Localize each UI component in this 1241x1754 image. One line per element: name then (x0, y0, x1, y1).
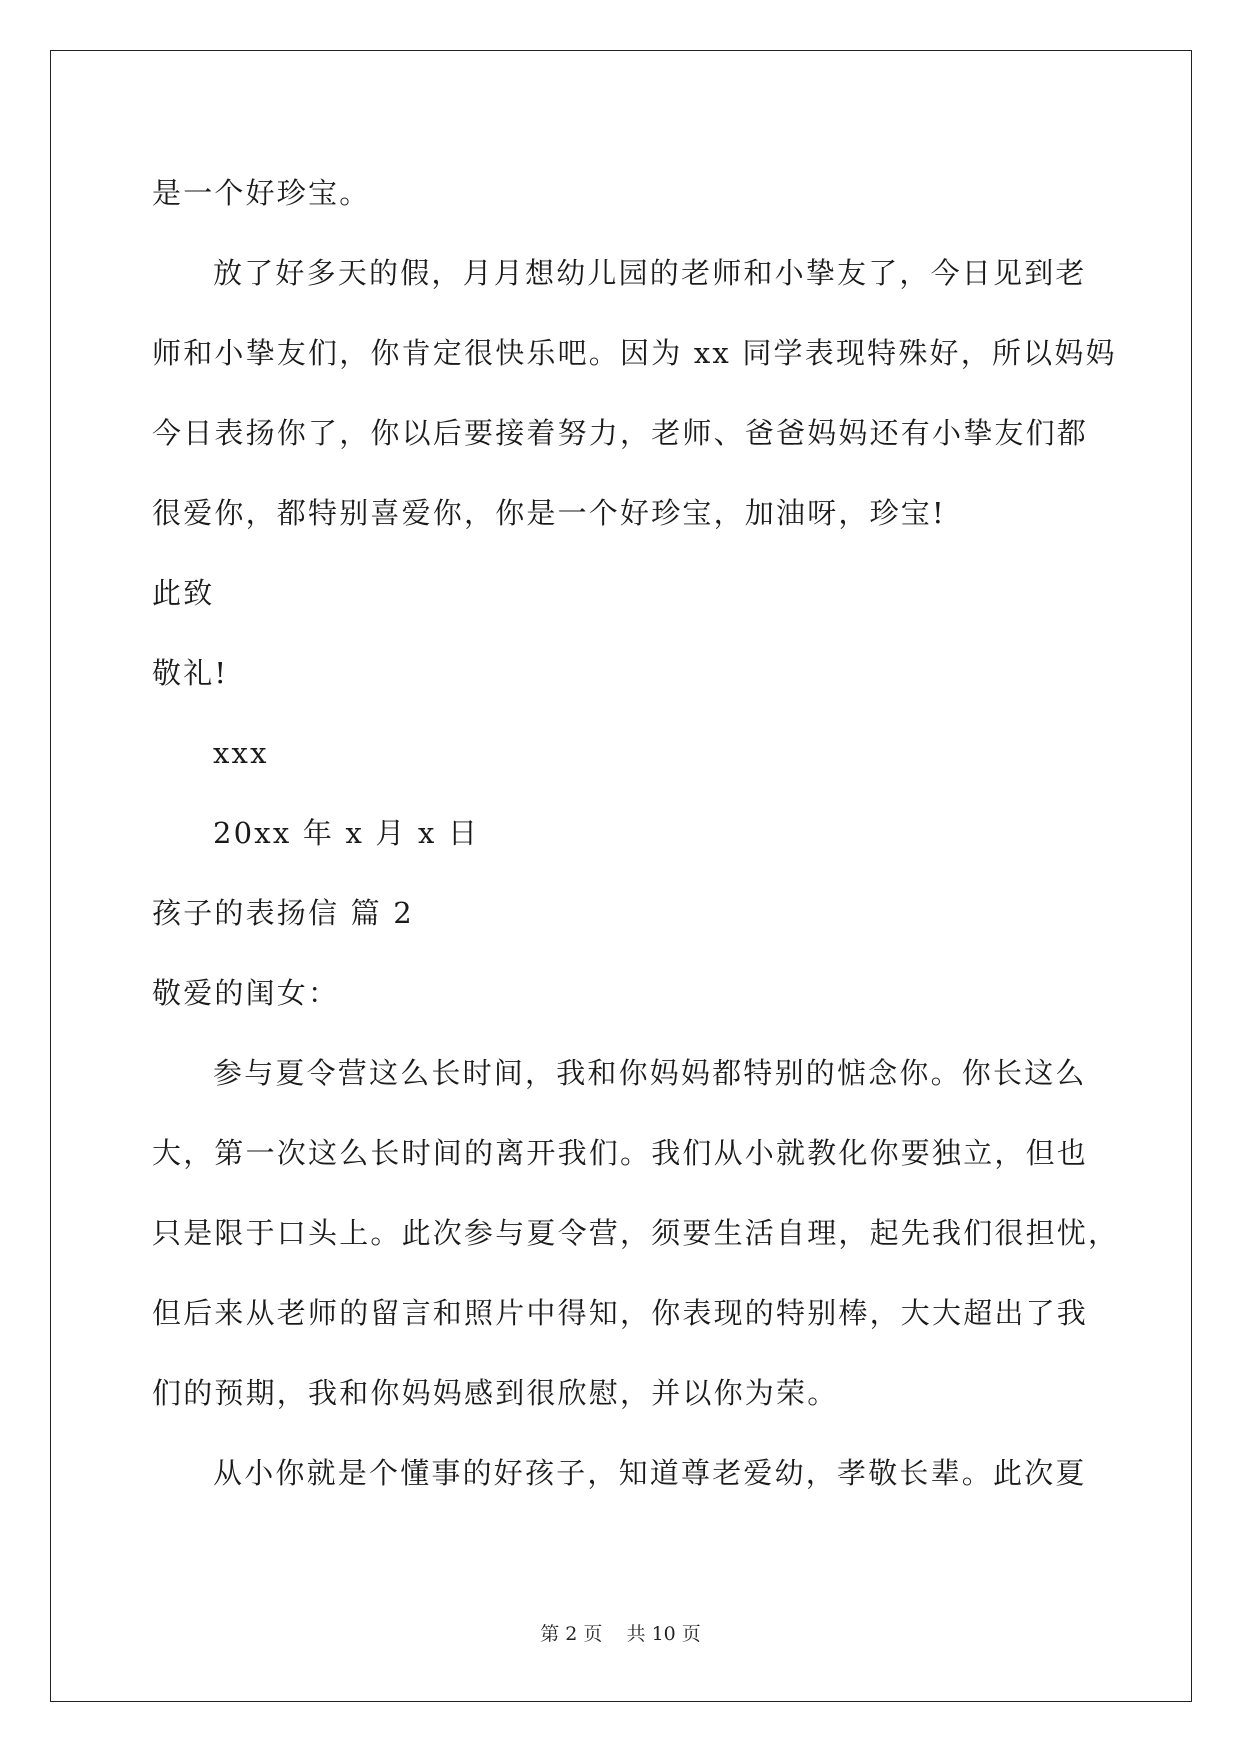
text-line: 敬礼! (152, 656, 229, 690)
text-line: 放了好多天的假，月月想幼儿园的老师和小挚友了，今日见到老 (213, 256, 1087, 290)
salutation: 敬爱的闺女： (152, 976, 340, 1010)
text-line: 从小你就是个懂事的好孩子，知道尊老爱幼，孝敬长辈。此次夏 (213, 1456, 1087, 1490)
text-line: 此致 (152, 576, 215, 610)
date: 20xx 年 x 月 x 日 (213, 816, 480, 850)
text-line: 但后来从老师的留言和照片中得知，你表现的特别棒，大大超出了我 (152, 1296, 1089, 1330)
text-line: 只是限于口头上。此次参与夏令营，须要生活自理，起先我们很担忧， (152, 1216, 1120, 1250)
signature: xxx (213, 736, 269, 770)
text-line: 参与夏令营这么长时间，我和你妈妈都特别的惦念你。你长这么 (213, 1056, 1087, 1090)
page-number-footer: 第 2 页 共 10 页 (540, 1623, 701, 1645)
text-line: 很爱你，都特别喜爱你，你是一个好珍宝，加油呀，珍宝! (152, 496, 946, 530)
text-line: 今日表扬你了，你以后要接着努力，老师、爸爸妈妈还有小挚友们都 (152, 416, 1089, 450)
section-heading: 孩子的表扬信 篇 2 (152, 896, 414, 930)
text-line: 大，第一次这么长时间的离开我们。我们从小就教化你要独立，但也 (152, 1136, 1089, 1170)
text-line: 们的预期，我和你妈妈感到很欣慰，并以你为荣。 (152, 1376, 839, 1410)
text-line: 是一个好珍宝。 (152, 176, 371, 210)
text-line: 师和小挚友们，你肯定很快乐吧。因为 xx 同学表现特殊好，所以妈妈 (152, 336, 1117, 370)
